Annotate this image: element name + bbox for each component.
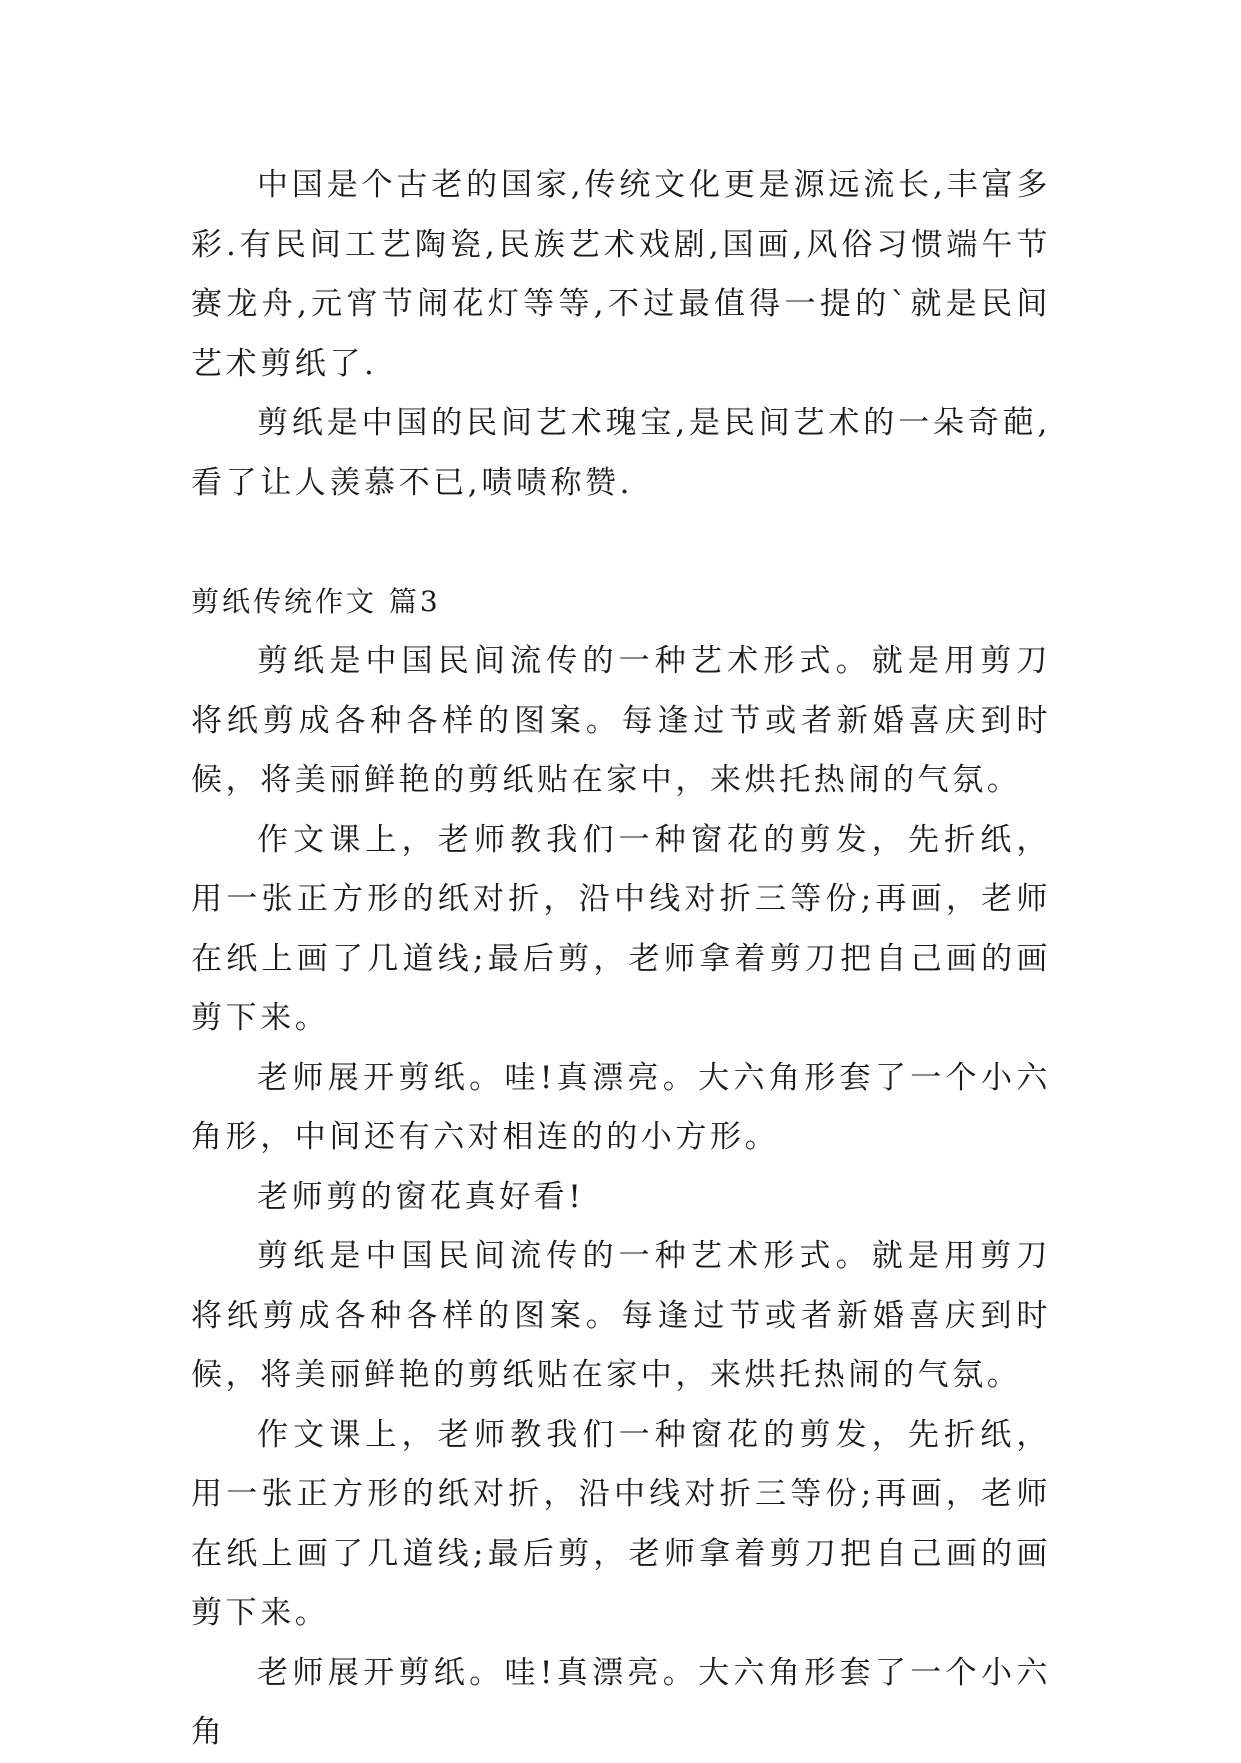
paragraph: 剪纸是中国民间流传的一种艺术形式。就是用剪刀将纸剪成各种各样的图案。每逢过节或者新婚喜庆到时候，将美丽鲜艳的剪纸贴在家中，来烘托热闹的气氛。: [191, 643, 1051, 798]
paragraph: 剪纸是中国民间流传的一种艺术形式。就是用剪刀将纸剪成各种各样的图案。每逢过节或者新婚喜庆到时候，将美丽鲜艳的剪纸贴在家中，来烘托热闹的气氛。: [191, 1238, 1051, 1393]
paragraph: 作文课上，老师教我们一种窗花的剪发，先折纸，用一张正方形的纸对折，沿中线对折三等份;再画，老师在纸上画了几道线;最后剪，老师拿着剪刀把自己画的画剪下来。: [191, 821, 1051, 1036]
document-body: [191, 156, 1051, 1763]
paragraph: 剪纸是中国的民间艺术瑰宝,是民间艺术的一朵奇葩,看了让人羡慕不已,啧啧称赞.: [191, 405, 1051, 501]
section-body: [191, 632, 1051, 1763]
paragraph: 中国是个古老的国家,传统文化更是源远流长,丰富多彩.有民间工艺陶瓷,民族艺术戏剧,国画,风俗习惯端午节赛龙舟,元宵节闹花灯等等,不过最值得一提的`就是民间艺术剪纸了.: [191, 167, 1051, 382]
paragraph: 老师展开剪纸。哇!真漂亮。大六角形套了一个小六角形，中间还有六对相连的的小方形。: [191, 1059, 1051, 1155]
paragraph: 老师展开剪纸。哇!真漂亮。大六角形套了一个小六角: [191, 1654, 1051, 1750]
section-heading: 剪纸传统作文 篇3: [191, 585, 441, 618]
paragraph: 老师剪的窗花真好看!: [257, 1178, 585, 1215]
paragraph: 作文课上，老师教我们一种窗花的剪发，先折纸，用一张正方形的纸对折，沿中线对折三等份;再画，老师在纸上画了几道线;最后剪，老师拿着剪刀把自己画的画剪下来。: [191, 1416, 1051, 1631]
